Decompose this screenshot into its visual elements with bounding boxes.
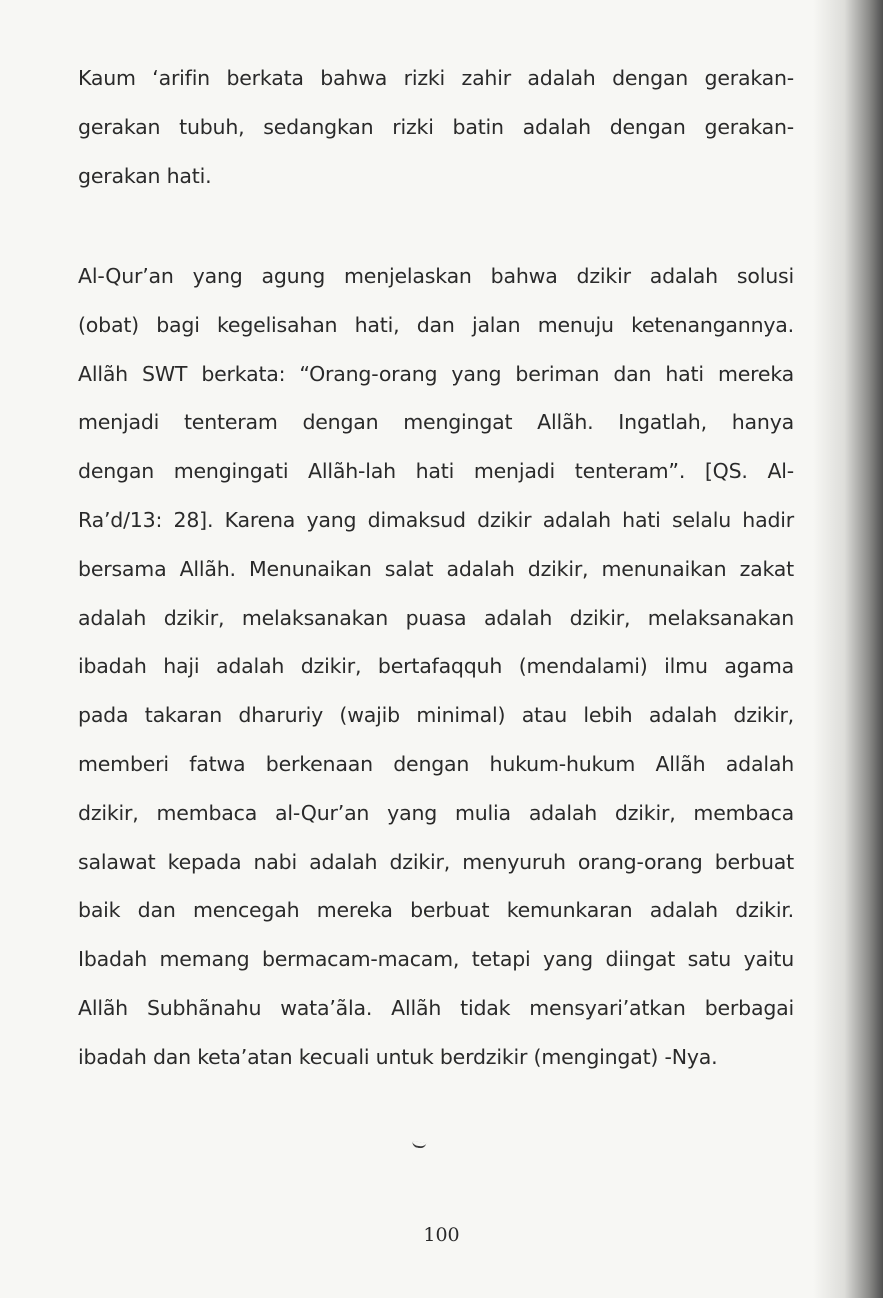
paragraph-2 bbox=[78, 252, 794, 1082]
text-line: pada takaran dharuriy (wajib minimal) atau lebih adalah dzikir, bbox=[78, 703, 794, 728]
text-line: Allãh SWT berkata: “Orang-orang yang beriman dan hati mereka bbox=[78, 361, 794, 386]
text-line: gerakan tubuh, sedangkan rizki batin adalah dengan gerakan- bbox=[78, 114, 794, 139]
text-line: ibadah haji adalah dzikir, bertafaqquh (mendalami) ilmu agama bbox=[78, 654, 794, 679]
ornament-mark bbox=[412, 1141, 427, 1149]
text-line: memberi fatwa berkenaan dengan hukum-hukum Allãh adalah bbox=[78, 751, 794, 776]
page-number: 100 bbox=[423, 1224, 460, 1246]
text-line: ibadah dan keta’atan kecuali untuk berdzikir (mengingat) -Nya. bbox=[78, 1044, 718, 1069]
text-line: adalah dzikir, melaksanakan puasa adalah dzikir, melaksanakan bbox=[78, 605, 794, 630]
text-line: menjadi tenteram dengan mengingat Allãh. Ingatlah, hanya bbox=[78, 410, 794, 435]
text-line: dzikir, membaca al-Qur’an yang mulia adalah dzikir, membaca bbox=[78, 800, 794, 825]
text-line: Allãh Subhãnahu wata’ãla. Allãh tidak mensyari’atkan berbagai bbox=[78, 995, 794, 1020]
text-line: Kaum ‘arifin berkata bahwa rizki zahir adalah dengan gerakan- bbox=[78, 66, 794, 90]
binding-shadow bbox=[813, 0, 883, 1298]
text-line: Al-Qur’an yang agung menjelaskan bahwa dzikir adalah solusi bbox=[78, 264, 794, 288]
text-line: Ra’d/13: 28]. Karena yang dimaksud dzikir adalah hati selalu hadir bbox=[78, 507, 794, 532]
text-line: baik dan mencegah mereka berbuat kemunkaran adalah dzikir. bbox=[78, 898, 794, 923]
text-line: Ibadah memang bermacam-macam, tetapi yang diingat satu yaitu bbox=[78, 947, 794, 972]
paragraph-1 bbox=[78, 54, 794, 200]
text-line: bersama Allãh. Menunaikan salat adalah dzikir, menunaikan zakat bbox=[78, 556, 794, 581]
text-line: gerakan hati. bbox=[78, 163, 212, 188]
text-line: dengan mengingati Allãh-lah hati menjadi tenteram”. [QS. Al- bbox=[78, 459, 794, 484]
text-line: salawat kepada nabi adalah dzikir, menyuruh orang-orang berbuat bbox=[78, 849, 794, 874]
text-line: (obat) bagi kegelisahan hati, dan jalan menuju ketenangannya. bbox=[78, 312, 794, 337]
